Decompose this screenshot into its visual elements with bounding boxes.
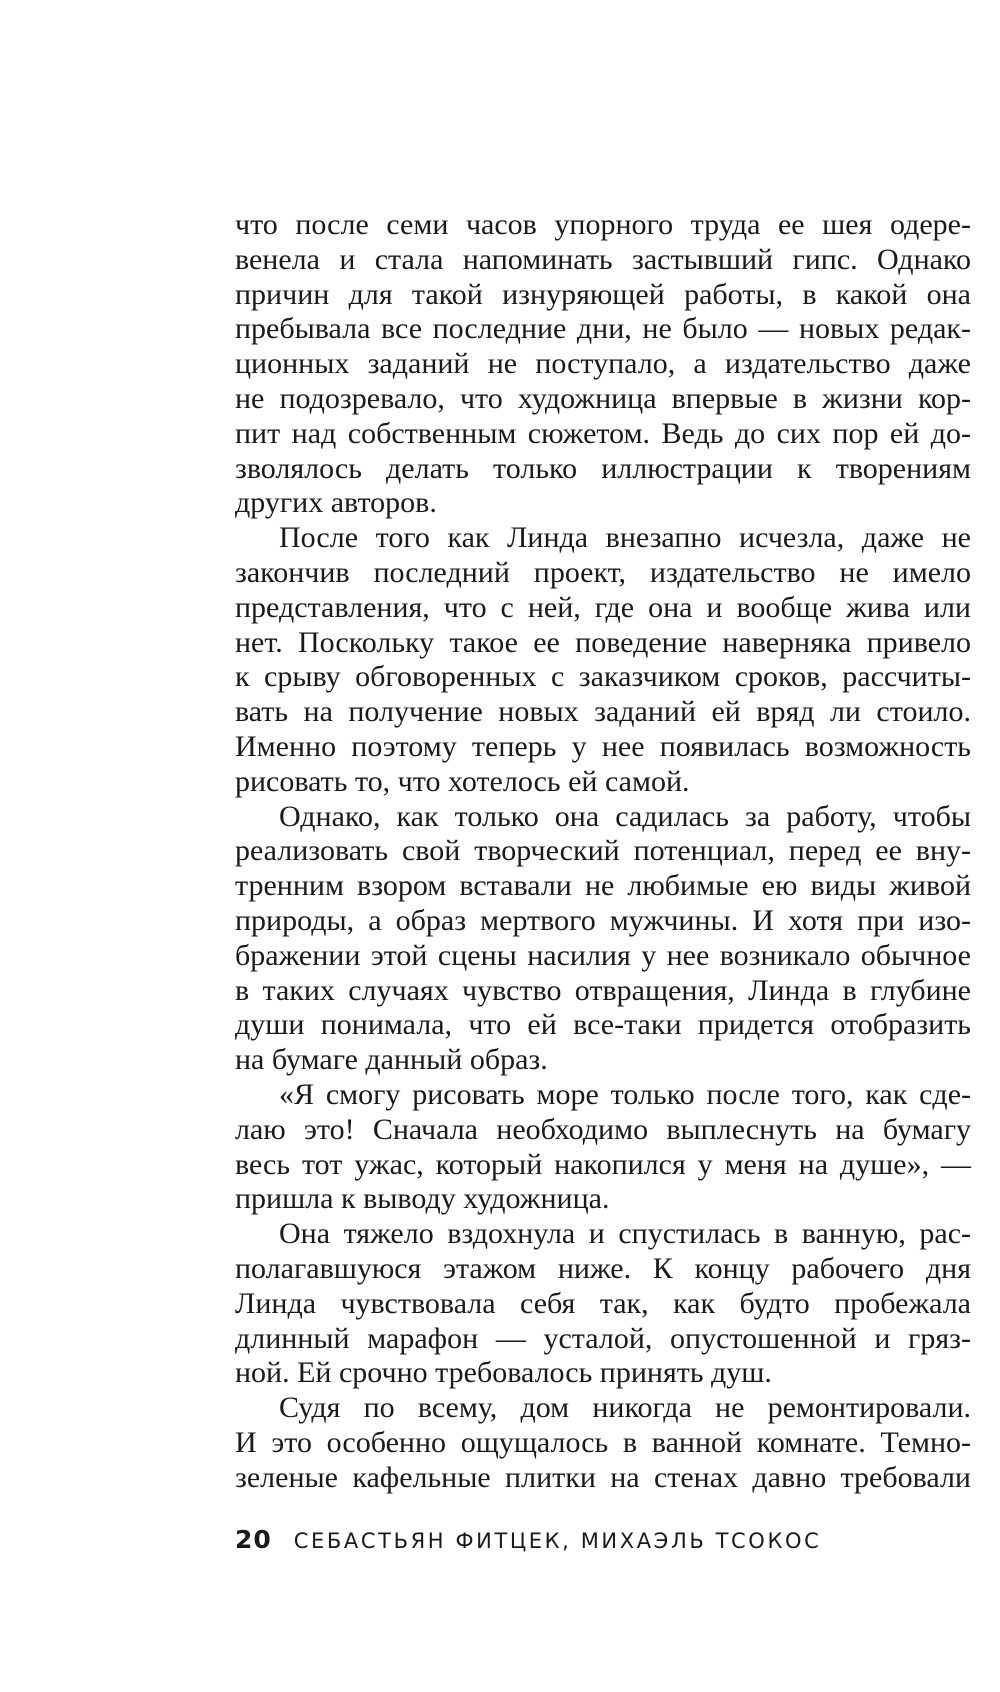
text-line: других авторов. xyxy=(235,486,437,520)
text-line: к срыву обговоренных с заказчиком сроков, рассчиты- xyxy=(235,660,971,694)
text-line: пит над собственным сюжетом. Ведь до сих пор ей до- xyxy=(235,416,971,450)
running-head-authors: СЕБАСТЬЯН ФИТЦЕК, МИХАЭЛЬ ТСОКОС xyxy=(293,1529,822,1553)
text-line: тренним взором вставали не любимые ею виды живой xyxy=(235,869,971,903)
text-line: Линда чувствовала себя так, как будто пробежала xyxy=(235,1286,971,1320)
text-line: природы, а образ мертвого мужчины. И хотя при изо- xyxy=(235,903,971,937)
paragraph-first-line: Она тяжело вздохнула и спустилась в ванную, рас- xyxy=(279,1217,971,1251)
text-line: бражении этой сцены насилия у нее возникало обычное xyxy=(235,938,971,972)
text-line: полагавшуюся этажом ниже. К концу рабочего дня xyxy=(235,1251,971,1285)
text-line: что после семи часов упорного труда ее шея одере- xyxy=(235,208,971,241)
text-line: закончив последний проект, издательство не имело xyxy=(235,555,971,589)
text-line: не подозревало, что художница впервые в жизни кор- xyxy=(235,381,971,415)
text-line: ной. Ей срочно требовалось принять душ. xyxy=(235,1356,772,1390)
text-line: вать на получение новых заданий ей вряд ли стоило. xyxy=(235,695,971,729)
paragraph-first-line: Судя по всему, дом никогда не ремонтировали. xyxy=(279,1391,971,1425)
text-line: зволялось делать только иллюстрации к творениям xyxy=(235,451,971,485)
text-line: в таких случаях чувство отвращения, Линда в глубине xyxy=(235,973,971,1007)
page-number: 20 xyxy=(235,1525,272,1554)
page-footer xyxy=(235,1525,821,1555)
text-line: длинный марафон — усталой, опустошенной и гряз- xyxy=(235,1321,971,1355)
text-line: венела и стала напоминать застывший гипс. Однако xyxy=(235,242,971,276)
text-line: на бумаге данный образ. xyxy=(235,1043,548,1077)
text-line: нет. Поскольку такое ее поведение наверняка привело xyxy=(235,625,971,659)
paragraph-first-line: «Я смогу рисовать море только после того, как сде- xyxy=(279,1077,971,1111)
text-line: представления, что с ней, где она и вообще жива или xyxy=(235,590,971,624)
body-text xyxy=(235,208,971,1495)
text-line: весь тот ужас, который накопился у меня на душе», — xyxy=(235,1147,971,1181)
text-line: Именно поэтому теперь у нее появилась возможность xyxy=(235,729,971,763)
text-line: пребывала все последние дни, не было — новых редак- xyxy=(235,312,971,346)
text-line: лаю это! Сначала необходимо выплеснуть на бумагу xyxy=(235,1112,971,1146)
text-line: зеленые кафельные плитки на стенах давно требовали xyxy=(235,1460,971,1494)
text-line: души понимала, что ей все-таки придется отобразить xyxy=(235,1008,971,1042)
text-line: И это особенно ощущалось в ванной комнате. Темно- xyxy=(235,1425,971,1459)
paragraph-first-line: После того как Линда внезапно исчезла, даже не xyxy=(279,521,971,555)
text-line: причин для такой изнуряющей работы, в какой она xyxy=(235,277,971,311)
text-line: рисовать то, что хотелось ей самой. xyxy=(235,764,690,798)
text-line: реализовать свой творческий потенциал, перед ее вну- xyxy=(235,834,971,868)
paragraph-first-line: Однако, как только она садилась за работу, чтобы xyxy=(279,799,971,833)
text-line: ционных заданий не поступало, а издательство даже xyxy=(235,347,971,381)
text-line: пришла к выводу художница. xyxy=(235,1182,610,1216)
